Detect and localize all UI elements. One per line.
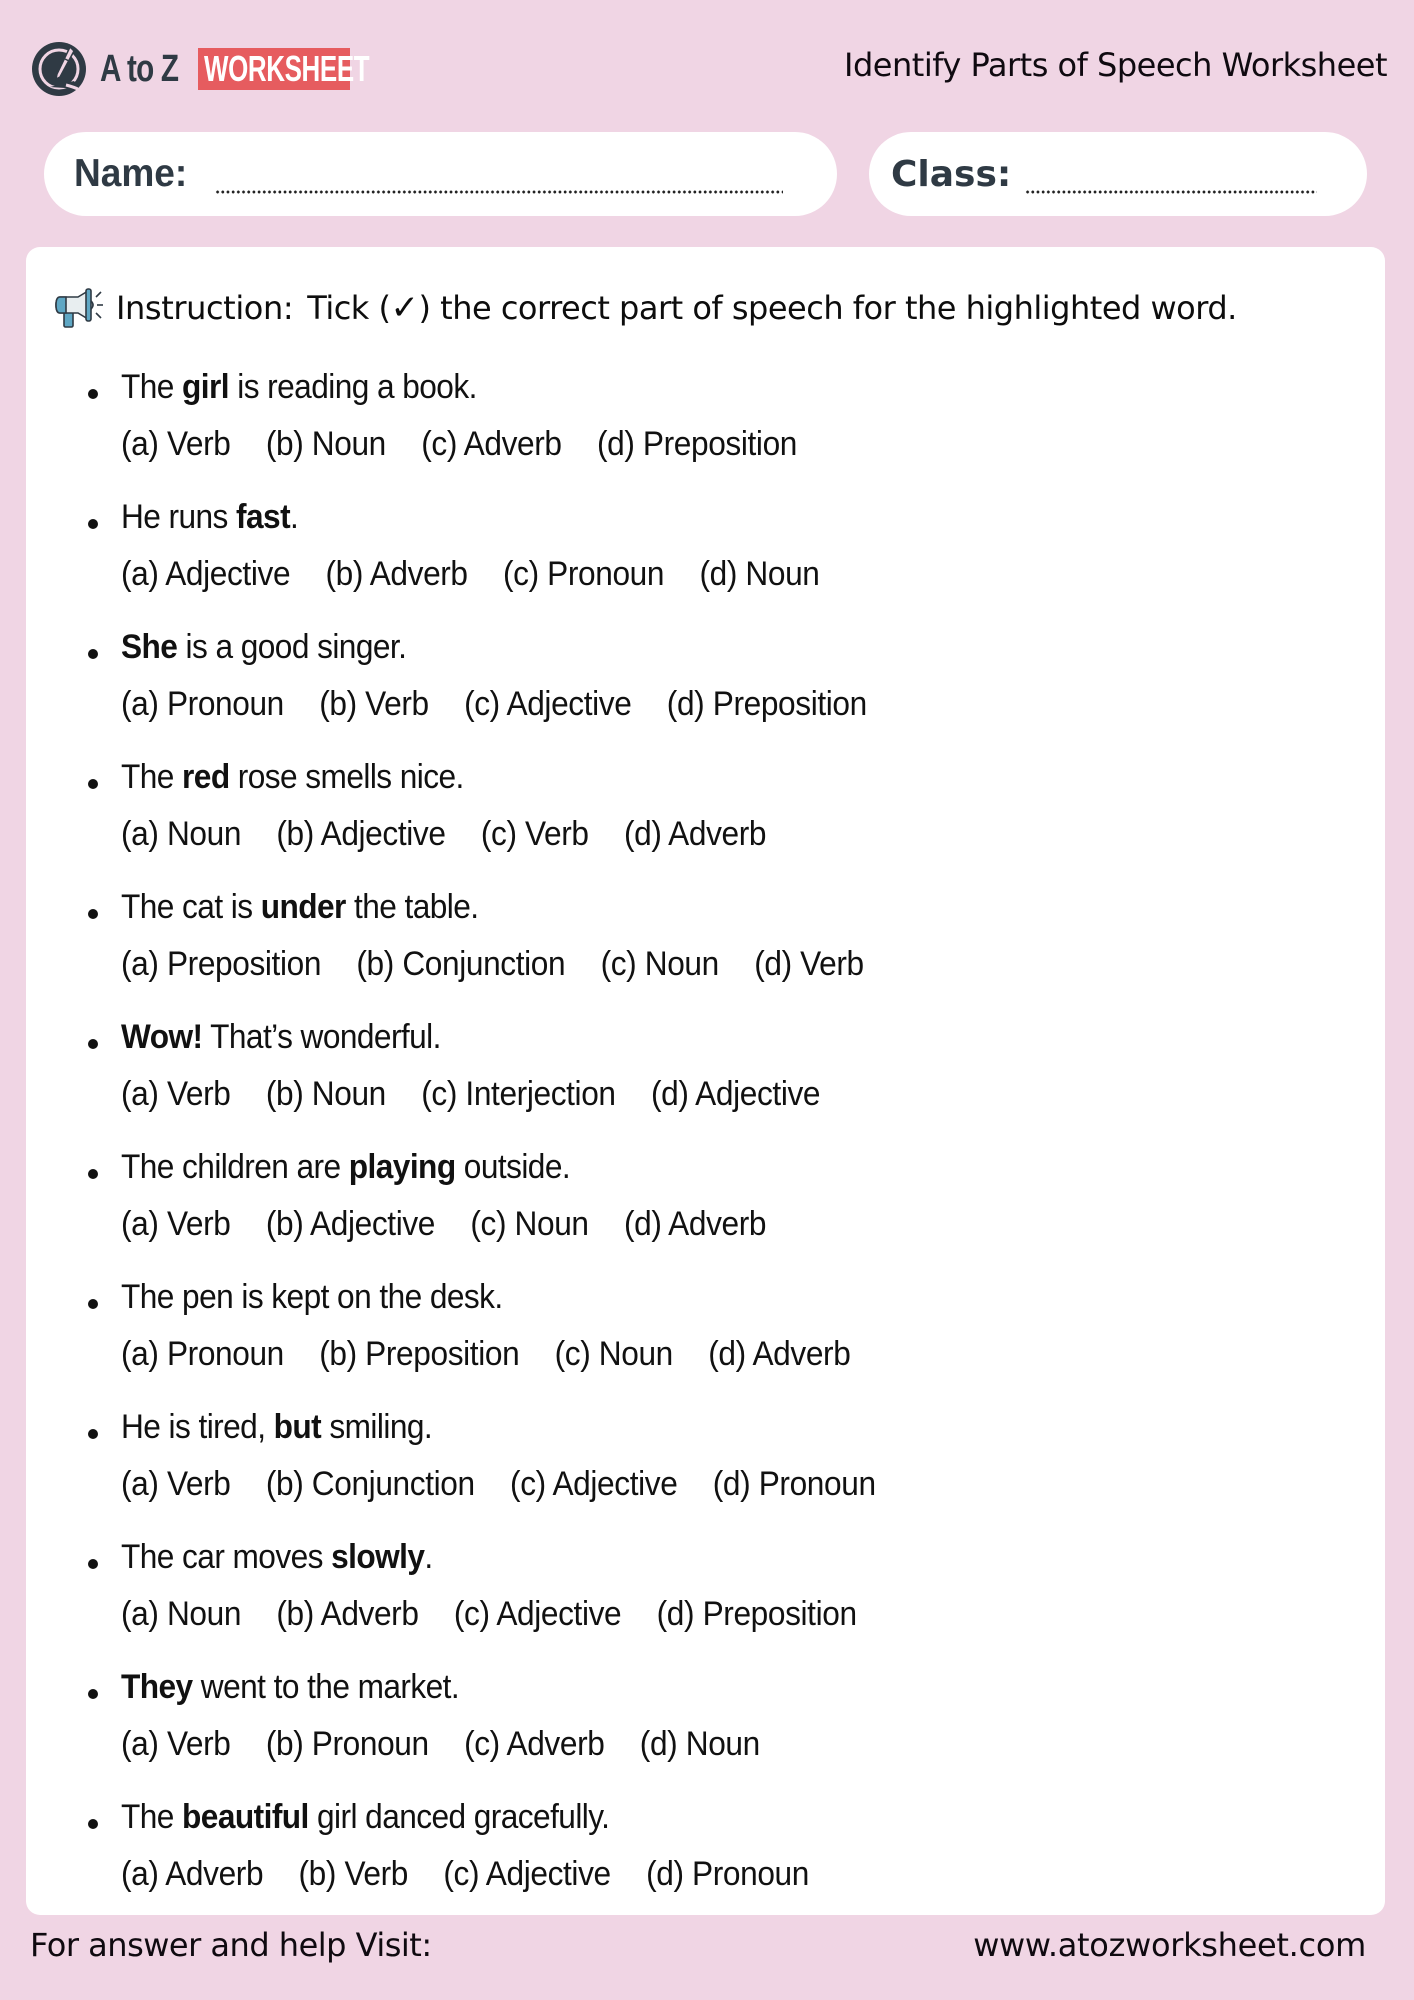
question-item [26, 497, 1385, 627]
pen-nib-logo-icon [30, 39, 90, 99]
answer-options [121, 1854, 844, 1894]
checkmark-icon: ✓ [390, 288, 419, 328]
question-item [26, 1537, 1385, 1667]
instruction-text: Tick (✓) the correct part of speech for the highlighted word. [307, 288, 1237, 328]
bullet-icon [88, 779, 98, 789]
option-d[interactable]: (d) Adverb [623, 815, 767, 853]
answer-options [121, 424, 832, 464]
megaphone-icon [54, 285, 104, 331]
option-c[interactable]: (c) Pronoun [502, 555, 665, 593]
question-item [26, 627, 1385, 757]
question-sentence: The children are playing outside. [121, 1148, 571, 1186]
question-item [26, 1017, 1385, 1147]
question-sentence: Wow! That’s wonderful. [121, 1018, 441, 1056]
option-a[interactable]: (a) Noun [121, 1595, 242, 1633]
question-item [26, 1407, 1385, 1537]
logo-text: A to Z [100, 47, 179, 90]
question-sentence: They went to the market. [121, 1668, 460, 1706]
option-d[interactable]: (d) Adverb [708, 1335, 851, 1373]
footer-website-link[interactable]: www.atozworksheet.com [973, 1926, 1366, 1964]
option-c[interactable]: (c) Adverb [421, 425, 562, 463]
option-c[interactable]: (c) Noun [554, 1335, 673, 1373]
option-b[interactable]: (b) Noun [265, 1075, 386, 1113]
option-b[interactable]: (b) Conjunction [265, 1465, 475, 1503]
option-b[interactable]: (b) Adverb [276, 1595, 419, 1633]
option-b[interactable]: (b) Verb [319, 685, 429, 723]
question-sentence: He is tired, but smiling. [121, 1408, 433, 1446]
option-b[interactable]: (b) Adjective [276, 815, 446, 853]
bullet-icon [88, 649, 98, 659]
option-a[interactable]: (a) Pronoun [121, 685, 284, 723]
instruction [54, 285, 1237, 331]
option-a[interactable]: (a) Preposition [121, 945, 322, 983]
option-d[interactable]: (d) Preposition [666, 685, 867, 723]
question-item [26, 1277, 1385, 1407]
option-c[interactable]: (c) Adverb [464, 1725, 605, 1763]
option-d[interactable]: (d) Verb [754, 945, 864, 983]
bullet-icon [88, 1429, 98, 1439]
question-sentence: The red rose smells nice. [121, 758, 464, 796]
option-c[interactable]: (c) Adjective [510, 1465, 678, 1503]
bullet-icon [88, 389, 98, 399]
question-sentence: She is a good singer. [121, 628, 407, 666]
class-field[interactable] [869, 132, 1367, 216]
option-b[interactable]: (b) Verb [298, 1855, 409, 1893]
question-item [26, 887, 1385, 1017]
option-d[interactable]: (d) Pronoun [712, 1465, 876, 1503]
question-item [26, 757, 1385, 887]
option-d[interactable]: (d) Pronoun [646, 1855, 809, 1893]
option-d[interactable]: (d) Preposition [656, 1595, 857, 1633]
bullet-icon [88, 1559, 98, 1569]
option-a[interactable]: (a) Adverb [121, 1855, 264, 1893]
footer-help-text: For answer and help Visit: [30, 1926, 432, 1964]
answer-options [121, 1724, 795, 1764]
question-sentence: The beautiful girl danced gracefully. [121, 1798, 610, 1836]
option-b[interactable]: (b) Noun [265, 425, 386, 463]
name-label: Name: [74, 152, 188, 195]
option-b[interactable]: (b) Conjunction [356, 945, 566, 983]
answer-options [121, 814, 801, 854]
question-sentence: The car moves slowly. [121, 1538, 433, 1576]
question-sentence: The cat is under the table. [121, 888, 479, 926]
question-item [26, 1797, 1385, 1927]
option-c[interactable]: (c) Noun [470, 1205, 589, 1243]
bullet-icon [88, 1819, 98, 1829]
question-item [26, 1147, 1385, 1277]
option-b[interactable]: (b) Preposition [319, 1335, 520, 1373]
answer-options [121, 1594, 892, 1634]
answer-options [121, 1204, 801, 1244]
option-d[interactable]: (d) Preposition [596, 425, 798, 463]
option-a[interactable]: (a) Verb [121, 425, 231, 463]
name-field[interactable] [44, 132, 837, 216]
option-d[interactable]: (d) Adverb [623, 1205, 767, 1243]
page-header [0, 0, 1414, 130]
bullet-icon [88, 1689, 98, 1699]
option-c[interactable]: (c) Adjective [464, 685, 632, 723]
question-item [26, 1667, 1385, 1797]
option-d[interactable]: (d) Noun [699, 555, 820, 593]
class-dotted-line[interactable] [1025, 190, 1317, 194]
bullet-icon [88, 909, 98, 919]
instruction-label: Instruction: [116, 289, 294, 327]
option-d[interactable]: (d) Adjective [650, 1075, 821, 1113]
question-sentence: The pen is kept on the desk. [121, 1278, 503, 1316]
answer-options [121, 684, 902, 724]
bullet-icon [88, 1169, 98, 1179]
logo [30, 38, 370, 100]
option-c[interactable]: (c) Noun [600, 945, 719, 983]
option-a[interactable]: (a) Noun [121, 815, 242, 853]
option-a[interactable]: (a) Pronoun [121, 1335, 284, 1373]
option-b[interactable]: (b) Adjective [265, 1205, 436, 1243]
class-label: Class: [891, 153, 1012, 195]
option-c[interactable]: (c) Interjection [421, 1075, 616, 1113]
answer-options [121, 944, 899, 984]
bullet-icon [88, 1039, 98, 1049]
option-c[interactable]: (c) Verb [480, 815, 589, 853]
option-a[interactable]: (a) Verb [121, 1205, 231, 1243]
option-a[interactable]: (a) Verb [121, 1725, 231, 1763]
question-sentence: The girl is reading a book. [121, 368, 477, 406]
question-item [26, 367, 1385, 497]
option-a[interactable]: (a) Verb [121, 1465, 231, 1503]
bullet-icon [88, 1299, 98, 1309]
answer-options [121, 1464, 911, 1504]
option-a[interactable]: (a) Verb [121, 1075, 231, 1113]
logo-badge: WORKSHEET [198, 48, 350, 90]
option-b[interactable]: (b) Pronoun [265, 1725, 429, 1763]
page-title: Identify Parts of Speech Worksheet [844, 46, 1387, 84]
worksheet-card [26, 247, 1385, 1915]
question-sentence: He runs fast. [121, 498, 299, 536]
option-d[interactable]: (d) Noun [639, 1725, 760, 1763]
option-c[interactable]: (c) Adjective [443, 1855, 611, 1893]
bullet-icon [88, 519, 98, 529]
option-c[interactable]: (c) Adjective [453, 1595, 622, 1633]
answer-options [121, 554, 855, 594]
option-b[interactable]: (b) Adverb [325, 555, 468, 593]
question-list [26, 367, 1385, 1927]
answer-options [121, 1074, 855, 1114]
answer-options [121, 1334, 886, 1374]
name-dotted-line[interactable] [215, 190, 783, 194]
option-a[interactable]: (a) Adjective [121, 555, 291, 593]
